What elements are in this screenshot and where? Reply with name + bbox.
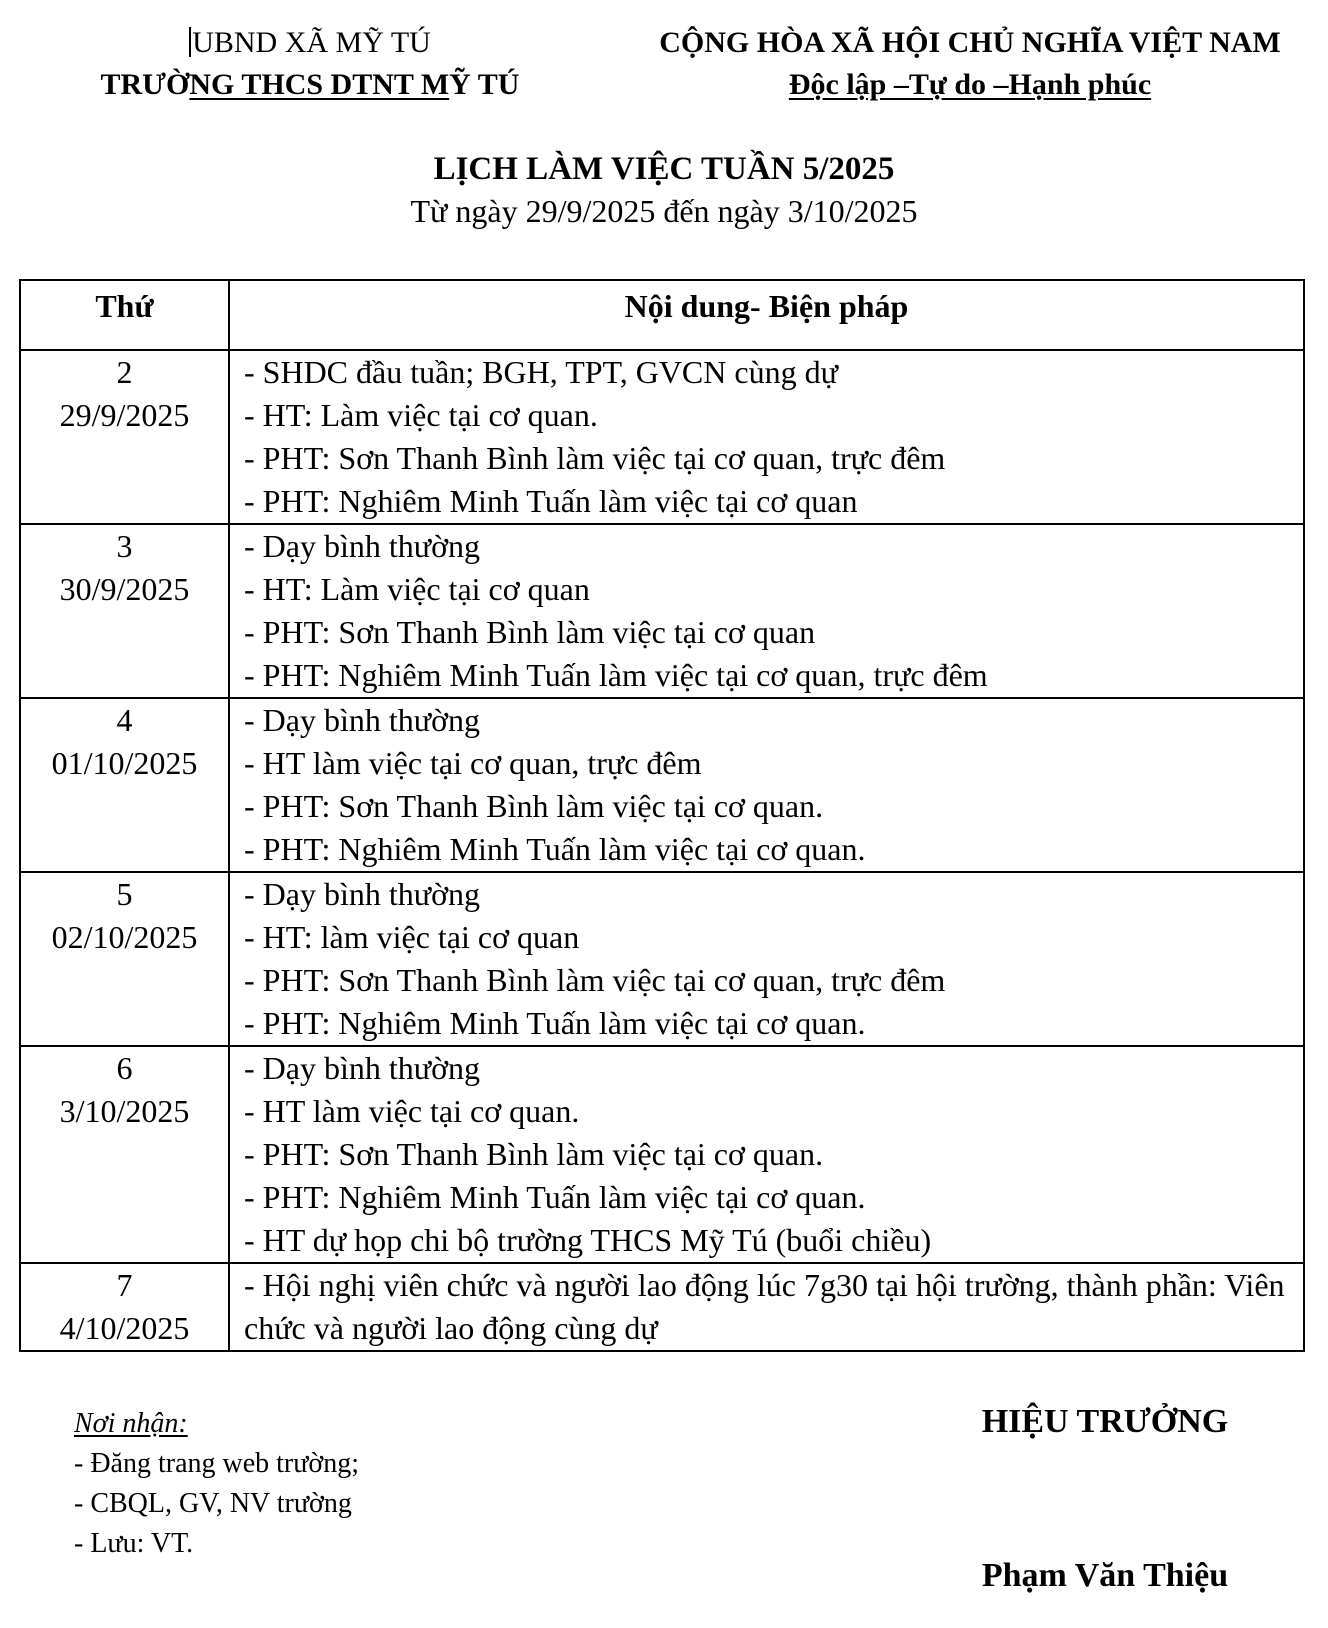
- recipient-item: - Lưu: VT.: [74, 1528, 194, 1559]
- day-date: 01/10/2025: [51, 745, 198, 781]
- content-line: - PHT: Nghiêm Minh Tuấn làm việc tại cơ quan.: [244, 1005, 866, 1041]
- school-name-part: TRƯỜ: [100, 68, 190, 101]
- day-date: 4/10/2025: [59, 1310, 190, 1346]
- content-cell: [229, 872, 1304, 1046]
- signature-block: [960, 1400, 1250, 1598]
- column-header-day: Thứ: [20, 280, 229, 350]
- table-row: [20, 872, 1304, 1046]
- content-cell: [229, 1263, 1304, 1351]
- recipient-item: - CBQL, GV, NV trường: [74, 1488, 352, 1519]
- content-cell: [229, 524, 1304, 698]
- content-line: - PHT: Sơn Thanh Bình làm việc tại cơ quan.: [244, 1136, 824, 1172]
- weekday-number: 6: [116, 1050, 133, 1086]
- table-header-row: [20, 280, 1304, 350]
- day-cell: [20, 1263, 229, 1351]
- day-date: 02/10/2025: [51, 919, 198, 955]
- school-name-underlined: NG THCS DTNT M: [189, 68, 450, 101]
- table-row: [20, 698, 1304, 872]
- signer-role: HIỆU TRƯỞNG: [981, 1403, 1229, 1440]
- national-motto: Độc lập –Tự do –Hạnh phúc: [788, 68, 1152, 101]
- content-line: - PHT: Sơn Thanh Bình làm việc tại cơ quan: [244, 614, 816, 650]
- day-cell: [20, 698, 229, 872]
- national-header: [620, 22, 1320, 106]
- content-line: - PHT: Nghiêm Minh Tuấn làm việc tại cơ quan: [244, 483, 858, 519]
- recipients-label: Nơi nhận:: [74, 1408, 188, 1439]
- weekday-number: 2: [116, 354, 133, 390]
- content-line: - HT: Làm việc tại cơ quan.: [244, 397, 598, 433]
- agency-line: [40, 22, 580, 64]
- content-line: - PHT: Sơn Thanh Bình làm việc tại cơ quan, trực đêm: [244, 962, 946, 998]
- table-row: [20, 1263, 1304, 1351]
- text-cursor: [189, 27, 191, 57]
- content-cell: [229, 698, 1304, 872]
- document-title: LỊCH LÀM VIỆC TUẦN 5/2025: [433, 151, 895, 187]
- recipient-item: - Đăng trang web trường;: [74, 1448, 360, 1479]
- day-date: 30/9/2025: [59, 571, 190, 607]
- day-cell: [20, 872, 229, 1046]
- issuing-agency-block: [40, 22, 580, 106]
- weekday-number: 4: [116, 702, 133, 738]
- content-line: - HT: Làm việc tại cơ quan: [244, 571, 590, 607]
- content-line: - PHT: Sơn Thanh Bình làm việc tại cơ quan, trực đêm: [244, 440, 946, 476]
- weekday-number: 7: [116, 1267, 133, 1303]
- content-cell: [229, 1046, 1304, 1263]
- day-cell: [20, 1046, 229, 1263]
- content-line: - PHT: Nghiêm Minh Tuấn làm việc tại cơ quan.: [244, 831, 866, 867]
- agency-name: UBND XÃ MỸ TÚ: [192, 26, 431, 59]
- content-line: - Dạy bình thường: [244, 528, 481, 564]
- weekday-number: 3: [116, 528, 133, 564]
- content-line: - HT: làm việc tại cơ quan: [244, 919, 580, 955]
- content-line: - Hội nghị viên chức và người lao động lúc 7g30 tại hội trường, thành phần: Viên chức và người lao động cùng dự: [244, 1267, 1285, 1346]
- country-name: CỘNG HÒA XÃ HỘI CHỦ NGHĨA VIỆT NAM: [659, 26, 1281, 59]
- content-line: - HT dự họp chi bộ trường THCS Mỹ Tú (buổi chiều): [244, 1222, 932, 1258]
- table-row: [20, 1046, 1304, 1263]
- recipients-block: [74, 1404, 359, 1564]
- day-cell: [20, 524, 229, 698]
- content-line: - Dạy bình thường: [244, 702, 481, 738]
- day-cell: [20, 350, 229, 524]
- table-row: [20, 350, 1304, 524]
- document-title-block: [0, 148, 1328, 232]
- content-line: - Dạy bình thường: [244, 1050, 481, 1086]
- content-line: - PHT: Nghiêm Minh Tuấn làm việc tại cơ quan, trực đêm: [244, 657, 988, 693]
- content-line: - PHT: Nghiêm Minh Tuấn làm việc tại cơ quan.: [244, 1179, 866, 1215]
- school-name-part: Ỹ TÚ: [449, 68, 520, 101]
- schedule-table: [19, 279, 1305, 1352]
- school-name: [40, 64, 580, 106]
- content-line: - PHT: Sơn Thanh Bình làm việc tại cơ quan.: [244, 788, 824, 824]
- day-date: 29/9/2025: [59, 397, 190, 433]
- content-cell: [229, 350, 1304, 524]
- content-line: - HT làm việc tại cơ quan.: [244, 1093, 580, 1129]
- content-line: - Dạy bình thường: [244, 876, 481, 912]
- content-line: - HT làm việc tại cơ quan, trực đêm: [244, 745, 702, 781]
- column-header-content: Nội dung- Biện pháp: [229, 280, 1304, 350]
- day-date: 3/10/2025: [59, 1093, 190, 1129]
- content-line: - SHDC đầu tuần; BGH, TPT, GVCN cùng dự: [244, 354, 838, 390]
- signer-name: Phạm Văn Thiệu: [981, 1557, 1229, 1594]
- table-row: [20, 524, 1304, 698]
- date-range: Từ ngày 29/9/2025 đến ngày 3/10/2025: [410, 193, 918, 229]
- weekday-number: 5: [116, 876, 133, 912]
